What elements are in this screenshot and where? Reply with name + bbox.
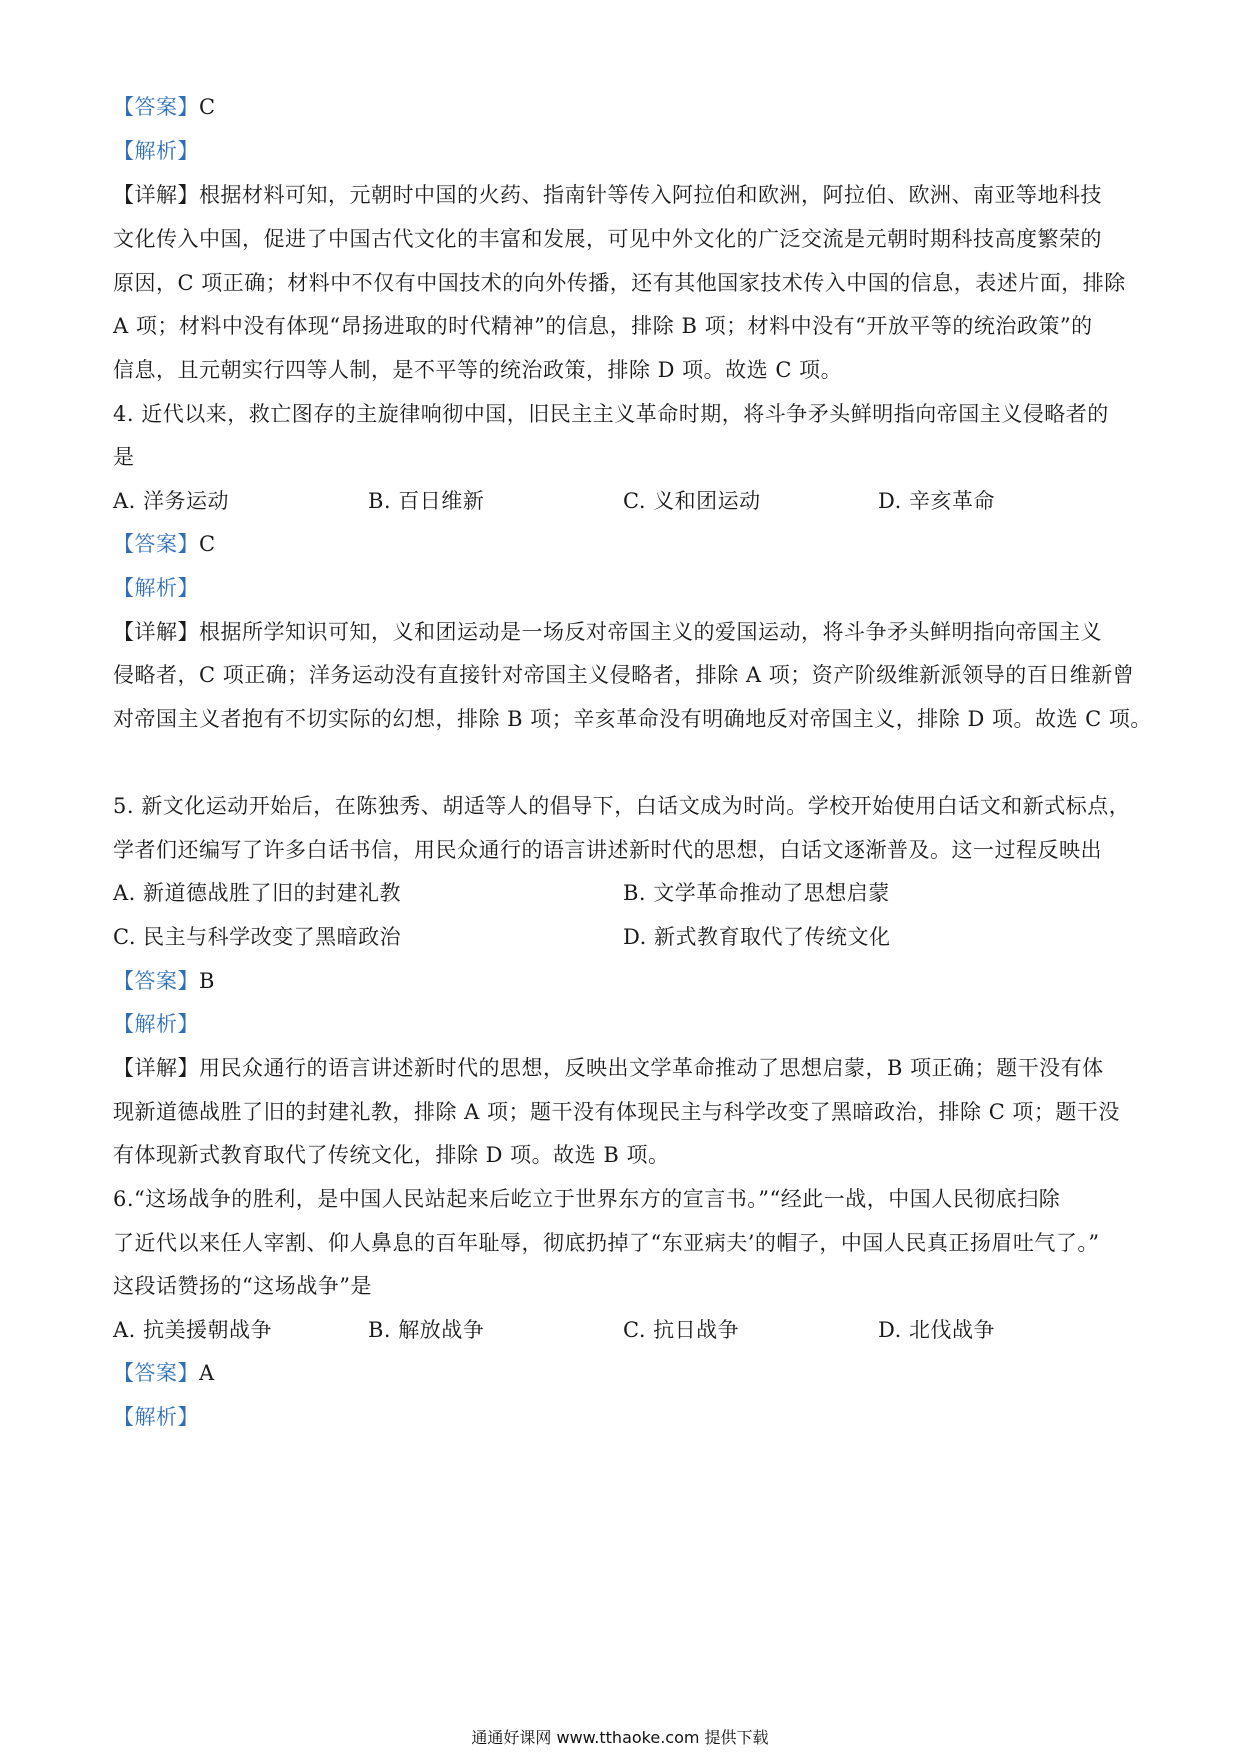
- q5-analysis: [113, 1009, 1133, 1039]
- q5-detail-line-1: [113, 1053, 1133, 1083]
- q3-detail-line-4: A 项；材料中没有体现“昂扬进取的时代精神”的信息，排除 B 项；材料中没有“开放平等的统治政策”的: [113, 314, 1093, 338]
- q4-detail-line-1: [113, 617, 1133, 647]
- q3-detail-line-1: [113, 180, 1133, 210]
- detail-tag: 【详解】: [113, 1056, 199, 1080]
- analysis-tag: 【解析】: [113, 1012, 199, 1036]
- page-footer: 通通好课网 www.tthaoke.com 提供下载: [471, 1728, 769, 1747]
- q5-answer: [113, 966, 1133, 996]
- q6-stem-line-3: 这段话赞扬的“这场战争”是: [113, 1274, 372, 1298]
- q5-option-a: A. 新道德战胜了旧的封建礼教: [113, 881, 402, 905]
- q5-detail-line-3: 有体现新式教育取代了传统文化，排除 D 项。故选 B 项。: [113, 1143, 670, 1167]
- answer-tag: 【答案】: [113, 1361, 199, 1385]
- q5-stem-line-2: 学者们还编写了许多白话书信，用民众通行的语言讲述新时代的思想，白话文逐渐普及。这一过程反映出: [113, 838, 1102, 862]
- q4-detail-line-2: 侵略者，C 项正确；洋务运动没有直接针对帝国主义侵略者，排除 A 项；资产阶级维新派领导的百日维新曾: [113, 663, 1135, 687]
- q4-analysis: [113, 573, 1133, 603]
- q3-answer: [113, 92, 1133, 122]
- q5-stem-line-1: 5. 新文化运动开始后，在陈独秀、胡适等人的倡导下，白话文成为时尚。学校开始使用白话文和新式标点，: [113, 794, 1131, 818]
- q6-option-a: A. 抗美援朝战争: [113, 1318, 273, 1342]
- q6-options: [113, 1315, 1133, 1345]
- q4-option-d: D. 辛亥革命: [878, 489, 995, 513]
- q6-option-d: D. 北伐战争: [878, 1318, 995, 1342]
- answer-tag: 【答案】: [113, 95, 199, 119]
- answer-tag: 【答案】: [113, 532, 199, 556]
- q6-stem-line-1: 6.“这场战争的胜利，是中国人民站起来后屹立于世界东方的宣言书。”“经此一战，中国人民彻底扫除: [113, 1187, 1061, 1211]
- detail-text: 根据材料可知，元朝时中国的火药、指南针等传入阿拉伯和欧洲，阿拉伯、欧洲、南亚等地科技: [199, 183, 1102, 207]
- q5-option-b: B. 文学革命推动了思想启蒙: [623, 881, 890, 905]
- analysis-tag: 【解析】: [113, 1405, 199, 1429]
- answer-value: B: [199, 969, 215, 993]
- q4-stem-line-2: 是: [113, 445, 135, 469]
- detail-tag: 【详解】: [113, 183, 199, 207]
- q4-option-a: A. 洋务运动: [113, 489, 230, 513]
- q3-detail-line-3: 原因，C 项正确；材料中不仅有中国技术的向外传播，还有其他国家技术传入中国的信息，表述片面，排除: [113, 271, 1126, 295]
- q4-stem-line-1: 4. 近代以来，救亡图存的主旋律响彻中国，旧民主主义革命时期，将斗争矛头鲜明指向帝国主义侵略者的: [113, 402, 1109, 426]
- q4-answer: [113, 529, 1133, 559]
- answer-value: C: [199, 95, 216, 119]
- q4-option-b: B. 百日维新: [368, 489, 485, 513]
- q6-analysis: [113, 1402, 1133, 1432]
- q6-answer: [113, 1358, 1133, 1388]
- q5-detail-line-2: 现新道德战胜了旧的封建礼教，排除 A 项；题干没有体现民主与科学改变了黑暗政治，排除 C 项；题干没: [113, 1100, 1120, 1124]
- answer-value: C: [199, 532, 216, 556]
- q3-detail-line-2: 文化传入中国，促进了中国古代文化的丰富和发展，可见中外文化的广泛交流是元朝时期科技高度繁荣的: [113, 227, 1102, 251]
- q5-option-c: C. 民主与科学改变了黑暗政治: [113, 925, 402, 949]
- q4-detail-line-3: 对帝国主义者抱有不切实际的幻想，排除 B 项；辛亥革命没有明确地反对帝国主义，排除 D 项。故选 C 项。: [113, 707, 1152, 731]
- analysis-tag: 【解析】: [113, 139, 199, 163]
- q5-options-row-1: [113, 878, 1133, 908]
- q4-options: [113, 486, 1133, 516]
- q4-option-c: C. 义和团运动: [623, 489, 761, 513]
- q5-options-row-2: [113, 922, 1133, 952]
- detail-tag: 【详解】: [113, 620, 199, 644]
- detail-text: 根据所学知识可知，义和团运动是一场反对帝国主义的爱国运动，将斗争矛头鲜明指向帝国主义: [199, 620, 1102, 644]
- answer-tag: 【答案】: [113, 969, 199, 993]
- q6-option-c: C. 抗日战争: [623, 1318, 740, 1342]
- answer-value: A: [199, 1361, 215, 1385]
- q5-option-d: D. 新式教育取代了传统文化: [623, 925, 891, 949]
- q3-detail-line-5: 信息，且元朝实行四等人制，是不平等的统治政策，排除 D 项。故选 C 项。: [113, 358, 843, 382]
- q6-stem-line-2: 了近代以来任人宰割、仰人鼻息的百年耻辱，彻底扔掉了“东亚病夫’的帽子，中国人民真正扬眉吐气了。”: [113, 1231, 1100, 1255]
- q3-analysis: [113, 136, 1133, 166]
- q6-option-b: B. 解放战争: [368, 1318, 485, 1342]
- detail-text: 用民众通行的语言讲述新时代的思想，反映出文学革命推动了思想启蒙，B 项正确；题干没有体: [199, 1056, 1104, 1080]
- analysis-tag: 【解析】: [113, 576, 199, 600]
